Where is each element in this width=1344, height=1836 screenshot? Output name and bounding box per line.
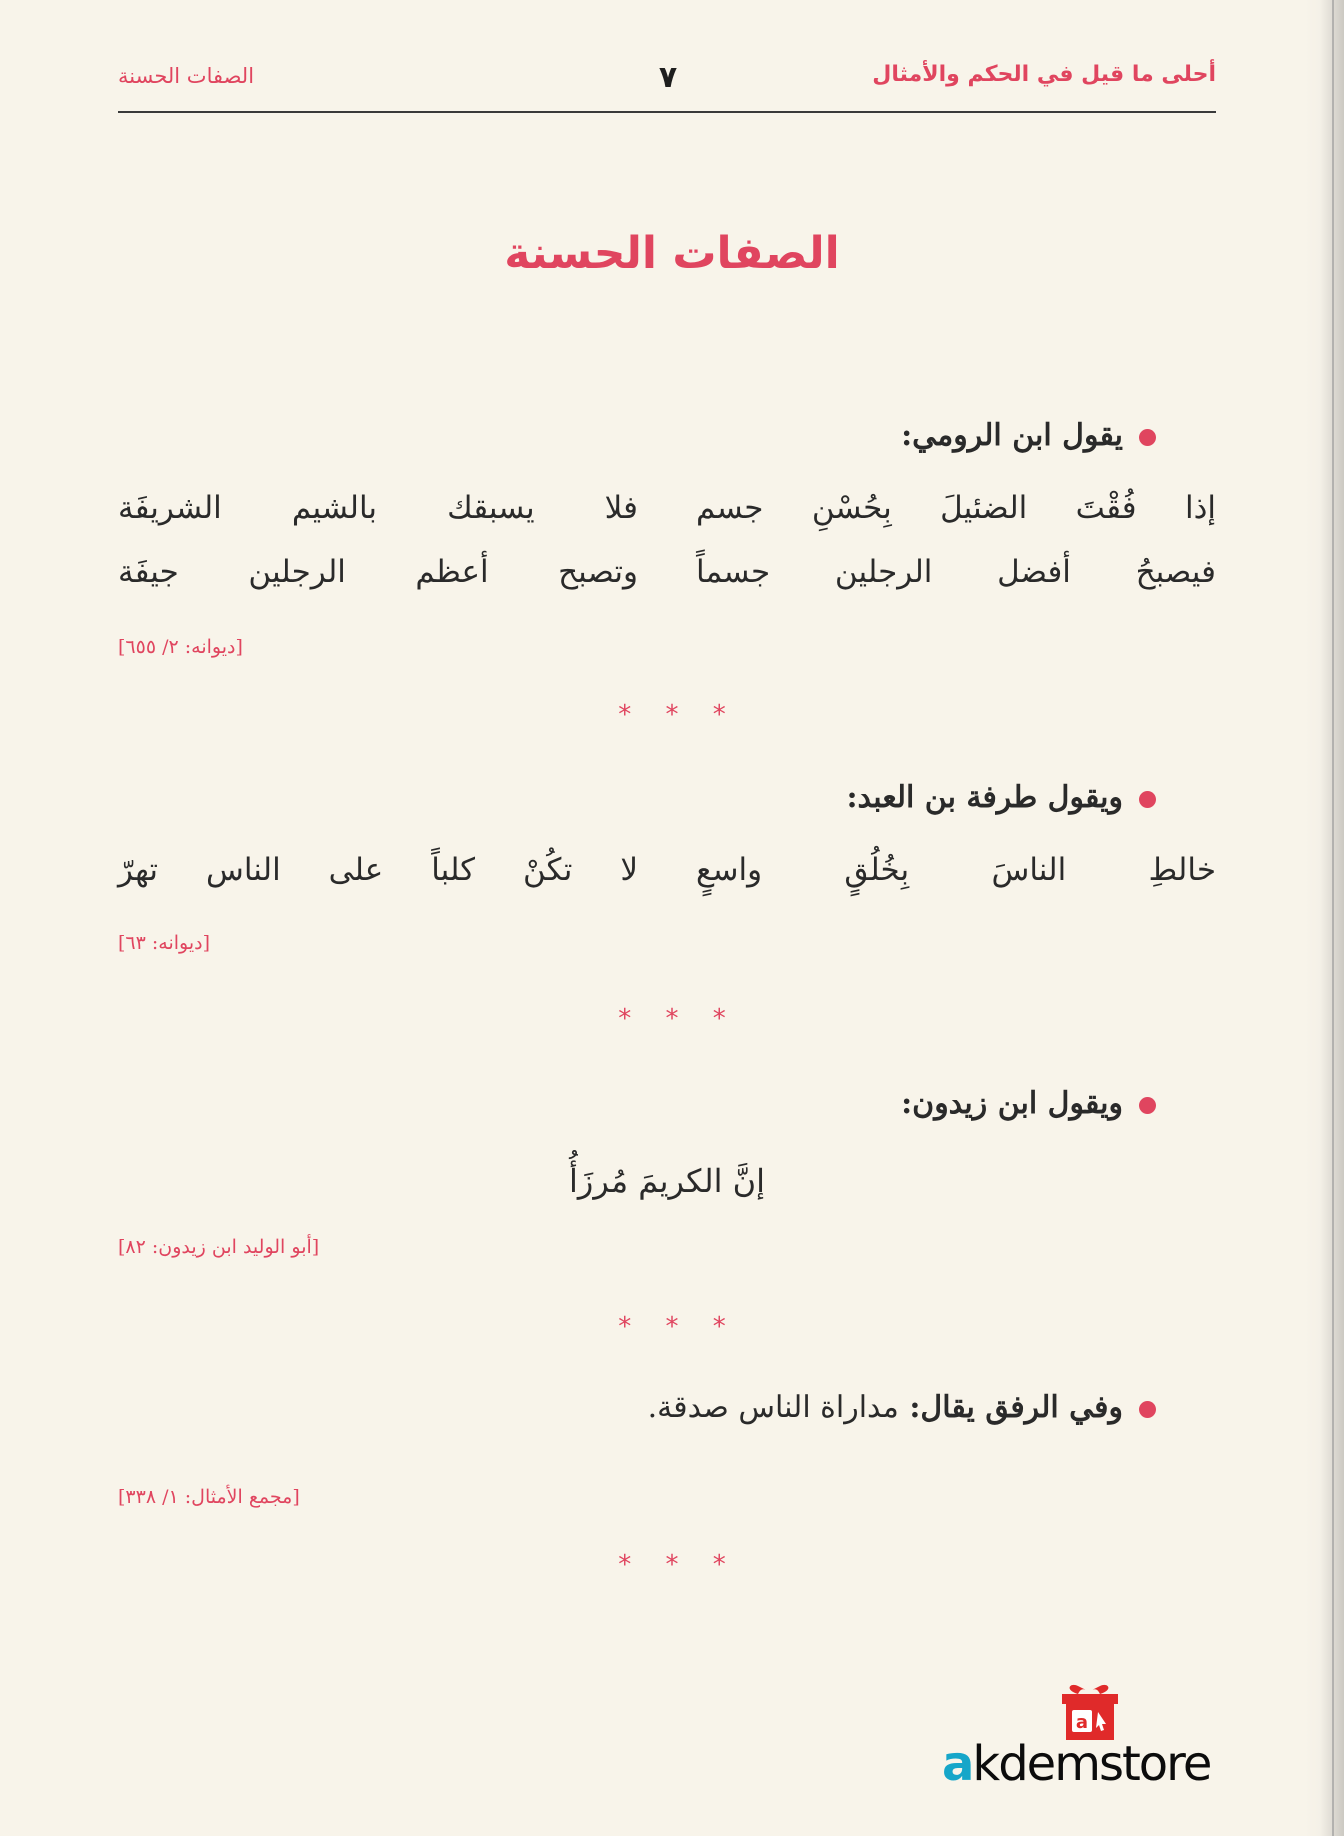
section-ibn-zaydun [118, 1086, 1216, 1276]
separator-stars: * * * [618, 700, 726, 730]
verse-first-hemistich: خالطِ الناسَ بِخُلُقٍ واسعٍ [696, 852, 1216, 888]
verse-second-hemistich: وتصبح أعظم الرجلين جيفَة [118, 554, 638, 590]
header-rule [118, 111, 1216, 113]
separator-stars: * * * [618, 1312, 726, 1342]
running-header-chapter: الصفات الحسنة [118, 64, 255, 88]
bullet-icon [1139, 429, 1156, 446]
bullet-icon [1139, 1097, 1156, 1114]
logo-letter-a: a [942, 1736, 973, 1792]
source-citation: [أبو الوليد ابن زيدون: ٨٢] [118, 1236, 320, 1258]
poem-line: إنَّ الكريمَ مُرزَأُ [568, 1162, 766, 1200]
bullet-icon [1139, 1401, 1156, 1418]
svg-text:a: a [1075, 1712, 1089, 1733]
separator-stars: * * * [618, 1550, 726, 1580]
intro-text: وفي الرفق يقال: [909, 1390, 1123, 1425]
running-header [118, 62, 1216, 102]
running-header-book-title: أحلى ما قيل في الحكم والأمثال [872, 62, 1216, 87]
section-ibn-rumi [118, 418, 1216, 678]
source-citation: [مجمع الأمثال: ١/ ٣٣٨] [118, 1486, 300, 1508]
gift-box-icon [1056, 1680, 1128, 1742]
watermark-logo [942, 1680, 1242, 1800]
source-citation: [ديوانه: ٦٣] [118, 932, 211, 954]
separator-stars: * * * [618, 1004, 726, 1034]
intro-text: ويقول طرفة بن العبد: [846, 780, 1123, 815]
watermark-logo-text [942, 1736, 1210, 1792]
verse-line [118, 490, 1216, 536]
logo-letters: kdemstore [972, 1736, 1211, 1792]
source-citation: [ديوانه: ٢/ ٦٥٥] [118, 636, 243, 658]
verse-line [118, 852, 1216, 898]
intro-text: ويقول ابن زيدون: [901, 1086, 1123, 1121]
page-number: ٧ [658, 60, 678, 95]
section-intro [901, 418, 1156, 458]
section-intro [846, 780, 1156, 820]
section-intro [901, 1086, 1156, 1126]
verse-first-hemistich: إذا فُقْتَ الضئيلَ بِحُسْنِ جسم [696, 490, 1216, 526]
chapter-title: الصفات الحسنة [504, 228, 840, 279]
intro-text: يقول ابن الرومي: [901, 418, 1123, 453]
verse-second-hemistich: فلا يسبقك بالشيم الشريفَة [118, 490, 638, 526]
proverb-text: مداراة الناس صدقة. [647, 1390, 899, 1425]
section-intro [648, 1390, 1156, 1430]
verse-line [118, 554, 1216, 600]
verse-second-hemistich: لا تكُنْ كلباً على الناس تهرّ [118, 852, 638, 888]
section-tarafa [118, 780, 1216, 970]
bullet-icon [1139, 791, 1156, 808]
verse-first-hemistich: فيصبحُ أفضل الرجلين جسماً [696, 554, 1216, 590]
section-gentleness [118, 1390, 1216, 1550]
